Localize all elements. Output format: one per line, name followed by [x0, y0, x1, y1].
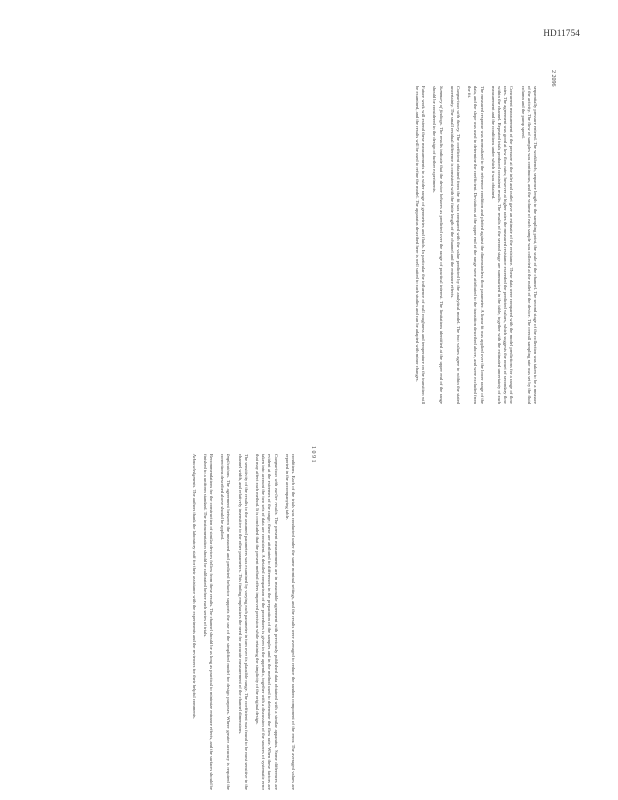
paragraph-text: Recommendations for the construction of similar devices follow from these results. The channel should be as long as practical to minimize entrance effects, and the surfaces should be finished to a uniform standard. The instrumentation should be calibrated before each series of trials. — [202, 454, 214, 790]
paragraph — [284, 454, 296, 790]
page-number-left: 1 0 9 1 — [310, 446, 316, 463]
paragraph-heading: Implications. — [226, 454, 232, 480]
paragraph — [414, 86, 426, 404]
page-number-right: 2 2096 — [550, 70, 556, 87]
paragraph-text: The measured response was normalized to the reference condition and plotted against the dimensionless flow parameter. A linear fit was applied over the lower range of the data, and the slope was used to determine the coefficient. Deviations at the upper end of the range were attributed to the transition described above, and were excluded from the fit. — [467, 86, 485, 404]
paragraph — [202, 454, 214, 790]
paragraph-text: Future work will extend these measurements to a wider range of geometries and fluids. In particular the influence of wall roughness and temperature on the transition will be examined, and the results will be used to refine the model. The apparatus described here is well suited to such studies and can be adapted with minor changes. — [414, 86, 427, 404]
left-text-column — [185, 454, 296, 790]
paragraph-text: conditions. Each of the trials was conducted under the same nominal settings, and the results were averaged to reduce the random component of the error. The averaged values are reported in the accompanying table. — [284, 454, 296, 790]
paragraph-heading: Comparison with theory. — [455, 86, 461, 134]
paragraph-heading: Comparison with earlier results. — [273, 454, 279, 518]
paragraph-heading: Summary of findings. — [438, 86, 444, 128]
paragraph-text: The authors thank the laboratory staff for their assistance with the experiments and the reviewers for their helpful comments. — [191, 489, 197, 719]
paragraph — [466, 86, 485, 404]
paragraph — [254, 454, 279, 790]
paragraph — [190, 454, 196, 790]
paragraph — [431, 86, 443, 404]
paragraph-text: The coefficient obtained from the fit was compared with the value predicted by the analytical model. The two values agree to within the stated uncertainty. The small residual difference is consistent with the finite length of the channel and the entrance effects. — [449, 86, 461, 404]
paragraph-text: The sensitivity of the results to the assumed parameters was examined by varying each parameter in turn over its plausible range. The coefficient was found to be most sensitive to the channel width, and relatively insensitive to the other parameters. This finding emphasizes the need for accurate measurement of the channel dimensions. — [237, 454, 249, 790]
paragraph-text: The present measurements are in reasonable agreement with previously published data obtained with a similar apparatus. Some differences are evident at the extremes of the range; these are attributed to differences in the preparation of the samples and in the method used to determine the flow rate. When these factors are taken into account the two sets of data are consistent. A detailed comparison of the procedures is given in the appendix, together with a discussion of the sources of systematic error that may affect each method. It is concluded that the present method offers improved precision while retaining the simplicity of the original design. — [254, 454, 279, 790]
paragraph — [236, 454, 248, 790]
paragraph — [219, 454, 231, 790]
document-id: HD11754 — [543, 28, 580, 38]
paragraph-text: The results indicate that the device behaves as predicted over the range of practical interest. The limitations identified at the upper end of the range should be considered in the design of further experiments. — [432, 86, 444, 404]
paragraph-text: sequentially pressure entered. The workbench, sequence length to the sampling point, the scale of the channel. The second stage of the collection was taken to be a measure of the activity. The flow of samples was continuous, and the volume of each sample was collected at the outlet of the device. The overall sampling rate was set by the fluid column and the pump speed. — [520, 86, 538, 404]
paragraph-text: The agreement between the measured and predicted behavior supports the use of the simplified model for design purposes. Where greater accuracy is required the corrections described above should be applied. — [220, 454, 232, 791]
paragraph-heading: Acknowledgments. — [191, 454, 197, 490]
paragraph — [519, 86, 538, 404]
paragraph-text: Concurrent measurement of the pressure at the inlet and outlet gave an estimate of the resistance. These data were compared with the model predictions for a range of flow rates. The agreement was good at low flow rates; however at higher rates the measured resistance exceeded the predicted values, which suggests the onset of secondary flow within the channel. Repeated trials produced consistent results. The results of the second stage are summarized in the table, together with the estimated uncertainty of each measurement and the conditions under which it was obtained. — [490, 86, 515, 404]
paragraph — [490, 86, 515, 404]
paragraph — [449, 86, 461, 404]
right-text-column — [409, 86, 538, 404]
